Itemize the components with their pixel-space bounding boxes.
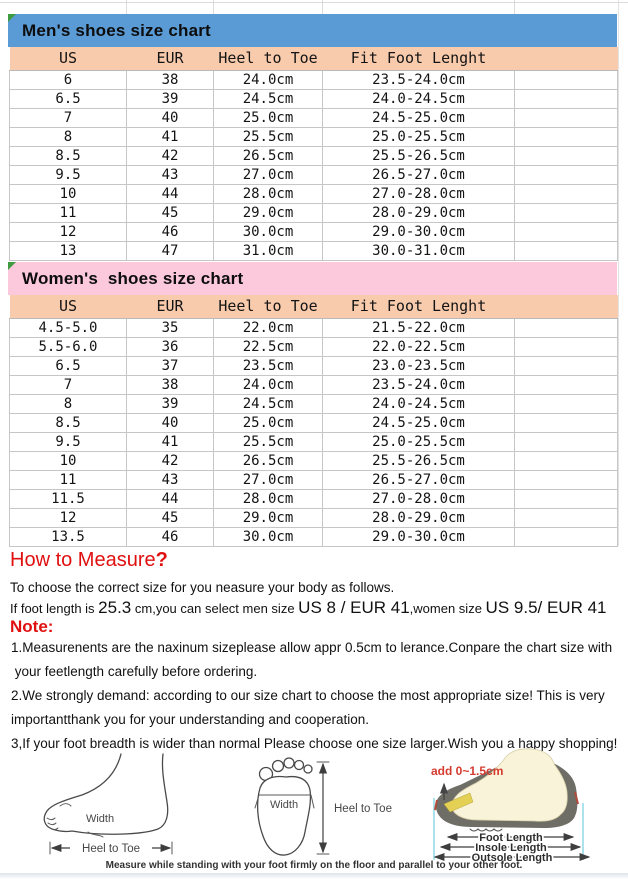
- table-row: [10, 242, 618, 261]
- note-label: Note:: [10, 617, 54, 636]
- size-text: cm,you can select men size: [131, 601, 299, 616]
- table-cell-empty: [515, 147, 618, 166]
- insole-length-label: Insole Length: [475, 842, 547, 854]
- table-cell: 25.5-26.5cm: [323, 452, 515, 471]
- column-header: US: [10, 47, 127, 71]
- table-row: [10, 490, 618, 509]
- table-cell: 24.5-25.0cm: [323, 414, 515, 433]
- table-cell: 26.5-27.0cm: [323, 471, 515, 490]
- size-value: US 8 / EUR 41: [298, 598, 410, 617]
- table-row: [10, 109, 618, 128]
- table-cell: 23.5-24.0cm: [323, 376, 515, 395]
- table-cell-empty: [515, 528, 618, 547]
- table-cell: 24.5cm: [214, 90, 323, 109]
- table-cell: 6: [10, 71, 127, 90]
- width-label: Width: [269, 799, 299, 811]
- table-cell: 30.0cm: [214, 223, 323, 242]
- table-cell: 27.0-28.0cm: [323, 185, 515, 204]
- table-row: [10, 338, 618, 357]
- grid-line: [213, 0, 214, 14]
- women-chart-title-bar: [8, 262, 617, 295]
- note-line-1: 1.Measurenents are the naxinum sizeplease allow appr 0.5cm to lerance.Conpare the chart size with: [11, 640, 613, 655]
- table-cell: 28.0cm: [214, 490, 323, 509]
- table-cell-empty: [515, 242, 618, 261]
- table-row: [10, 509, 618, 528]
- table-cell: 11: [10, 204, 127, 223]
- table-cell: 35: [127, 319, 214, 338]
- table-cell-empty: [515, 204, 618, 223]
- shoe-diagram: [431, 749, 589, 864]
- table-cell: 29.0-30.0cm: [323, 223, 515, 242]
- table-cell-empty: [515, 490, 618, 509]
- column-header: US: [10, 295, 127, 319]
- table-cell: 6.5: [10, 357, 127, 376]
- table-cell: 39: [127, 395, 214, 414]
- table-cell: 10: [10, 452, 127, 471]
- table-cell: 13.5: [10, 528, 127, 547]
- grid-line: [514, 0, 515, 14]
- table-cell: 28.0cm: [214, 185, 323, 204]
- table-row: [10, 185, 618, 204]
- measure-caption: Measure while standing with your foot firmly on the floor and parallel to your other foot.: [105, 860, 523, 871]
- size-text: ,women size: [409, 601, 486, 616]
- table-cell: 27.0cm: [214, 471, 323, 490]
- how-to-measure-heading: [10, 549, 168, 572]
- table-cell-empty: [515, 166, 618, 185]
- table-cell-empty: [515, 128, 618, 147]
- table-row: [10, 223, 618, 242]
- table-cell: 42: [127, 147, 214, 166]
- table-cell: 8.5: [10, 147, 127, 166]
- table-cell: 44: [127, 185, 214, 204]
- note-line-3: 3,If your foot breadth is wider than normal Please choose one size larger.Wish you a happy shopping!: [11, 736, 618, 751]
- table-cell: 5.5-6.0: [10, 338, 127, 357]
- add-range-label: add 0~1.5cm: [431, 764, 504, 778]
- green-corner-marker-icon: [8, 262, 16, 270]
- table-cell-empty: [515, 109, 618, 128]
- table-cell-empty: [515, 357, 618, 376]
- table-cell: 24.0cm: [214, 71, 323, 90]
- table-row: [10, 319, 618, 338]
- table-row: [10, 471, 618, 490]
- table-cell: 27.0cm: [214, 166, 323, 185]
- table-row: [10, 433, 618, 452]
- measure-intro-text: To choose the correct size for you neasure your body as follows.: [10, 580, 395, 595]
- table-cell: 24.5-25.0cm: [323, 109, 515, 128]
- note-line-1b: your feetlength carefully before ordering.: [11, 664, 258, 679]
- grid-line: [322, 0, 323, 14]
- table-row: [10, 71, 618, 90]
- bottom-strip: [0, 873, 628, 878]
- column-header: EUR: [127, 295, 214, 319]
- table-cell: 46: [127, 528, 214, 547]
- heel-to-toe-label: Heel to Toe: [334, 803, 392, 815]
- table-cell-empty: [515, 90, 618, 109]
- heel-to-toe-label: Heel to Toe: [82, 843, 140, 855]
- table-cell: 22.5cm: [214, 338, 323, 357]
- foot-top-diagram: [255, 758, 392, 855]
- table-cell: 43: [127, 166, 214, 185]
- table-cell: 22.0cm: [214, 319, 323, 338]
- table-cell: 25.0cm: [214, 109, 323, 128]
- table-cell-empty: [515, 395, 618, 414]
- table-cell: 25.5-26.5cm: [323, 147, 515, 166]
- table-cell: 26.5cm: [214, 452, 323, 471]
- table-cell: 10: [10, 185, 127, 204]
- table-cell-empty: [515, 376, 618, 395]
- table-cell-empty: [515, 185, 618, 204]
- women-size-table: [9, 295, 618, 547]
- table-cell-empty: [515, 471, 618, 490]
- table-cell: 23.5cm: [214, 357, 323, 376]
- note-line-2: 2.We strongly demand: according to our size chart to choose the most appropriate size! This is very: [11, 688, 605, 703]
- foot-side-diagram: [44, 754, 172, 855]
- table-cell: 12: [10, 509, 127, 528]
- heading-question-mark: ?: [155, 549, 168, 571]
- heading-text: How to Measure: [10, 549, 156, 571]
- table-row: [10, 128, 618, 147]
- column-header-empty: [515, 295, 618, 319]
- table-row: [10, 452, 618, 471]
- table-row: [10, 147, 618, 166]
- size-value: 25.3: [98, 598, 132, 617]
- table-row: [10, 357, 618, 376]
- table-cell: 42: [127, 452, 214, 471]
- men-chart-title-bar: [8, 14, 617, 47]
- table-cell: 9.5: [10, 433, 127, 452]
- outsole-length-label: Outsole Length: [471, 852, 553, 864]
- table-cell: 23.0-23.5cm: [323, 357, 515, 376]
- table-cell: 11: [10, 471, 127, 490]
- table-cell: 25.5cm: [214, 128, 323, 147]
- table-cell-empty: [515, 71, 618, 90]
- size-value: US 9.5/ EUR 41: [485, 598, 607, 617]
- note-line-2b: importantthank you for your understanding and cooperation.: [11, 712, 369, 727]
- column-header: Heel to Toe: [214, 295, 323, 319]
- grid-line: [618, 0, 619, 546]
- size-recommendation-text: [10, 598, 607, 618]
- table-cell: 24.0-24.5cm: [323, 90, 515, 109]
- table-cell: 38: [127, 71, 214, 90]
- green-corner-marker-icon: [8, 14, 16, 22]
- table-cell-empty: [515, 338, 618, 357]
- table-row: [10, 166, 618, 185]
- table-row: [10, 204, 618, 223]
- table-cell: 29.0cm: [214, 204, 323, 223]
- table-cell: 45: [127, 204, 214, 223]
- table-cell: 8: [10, 128, 127, 147]
- table-cell: 13: [10, 242, 127, 261]
- table-cell: 25.0-25.5cm: [323, 433, 515, 452]
- table-cell: 25.0cm: [214, 414, 323, 433]
- table-row: [10, 395, 618, 414]
- column-header-empty: [515, 47, 618, 71]
- table-cell: 22.0-22.5cm: [323, 338, 515, 357]
- table-cell: 26.5-27.0cm: [323, 166, 515, 185]
- width-label: Width: [85, 813, 115, 825]
- grid-line: [126, 0, 127, 14]
- table-cell-empty: [515, 223, 618, 242]
- table-cell-empty: [515, 414, 618, 433]
- table-cell: 28.0-29.0cm: [323, 204, 515, 223]
- size-text: If foot length is: [10, 601, 99, 616]
- table-cell: 38: [127, 376, 214, 395]
- table-cell: 8: [10, 395, 127, 414]
- foot-length-label: Foot Length: [479, 832, 543, 844]
- measurement-diagrams: [0, 748, 628, 866]
- header-row: [10, 295, 618, 319]
- table-cell: 25.5cm: [214, 433, 323, 452]
- table-cell: 9.5: [10, 166, 127, 185]
- table-cell: 27.0-28.0cm: [323, 490, 515, 509]
- column-header: Fit Foot Lenght: [323, 47, 515, 71]
- table-cell: 30.0-31.0cm: [323, 242, 515, 261]
- table-cell: 21.5-22.0cm: [323, 319, 515, 338]
- table-cell: 26.5cm: [214, 147, 323, 166]
- table-cell: 12: [10, 223, 127, 242]
- table-cell-empty: [515, 509, 618, 528]
- table-cell: 4.5-5.0: [10, 319, 127, 338]
- table-cell: 40: [127, 414, 214, 433]
- table-row: [10, 376, 618, 395]
- column-header: EUR: [127, 47, 214, 71]
- table-row: [10, 528, 618, 547]
- table-cell: 25.0-25.5cm: [323, 128, 515, 147]
- table-cell: 8.5: [10, 414, 127, 433]
- women-chart-title: Women's shoes size chart: [22, 268, 244, 288]
- table-cell-empty: [515, 319, 618, 338]
- table-cell: 36: [127, 338, 214, 357]
- table-cell: 37: [127, 357, 214, 376]
- table-cell: 40: [127, 109, 214, 128]
- table-cell: 45: [127, 509, 214, 528]
- table-cell-empty: [515, 433, 618, 452]
- table-cell: 44: [127, 490, 214, 509]
- men-chart-title: Men's shoes size chart: [22, 20, 211, 40]
- table-cell: 7: [10, 109, 127, 128]
- table-cell: 39: [127, 90, 214, 109]
- table-cell: 6.5: [10, 90, 127, 109]
- column-header: Heel to Toe: [214, 47, 323, 71]
- table-cell-empty: [515, 452, 618, 471]
- table-cell: 31.0cm: [214, 242, 323, 261]
- column-header: Fit Foot Lenght: [323, 295, 515, 319]
- table-cell: 41: [127, 433, 214, 452]
- table-cell: 29.0cm: [214, 509, 323, 528]
- men-size-table: [9, 47, 618, 261]
- table-cell: 41: [127, 128, 214, 147]
- table-row: [10, 414, 618, 433]
- table-cell: 28.0-29.0cm: [323, 509, 515, 528]
- table-cell: 47: [127, 242, 214, 261]
- table-cell: 23.5-24.0cm: [323, 71, 515, 90]
- table-cell: 29.0-30.0cm: [323, 528, 515, 547]
- table-cell: 24.5cm: [214, 395, 323, 414]
- table-cell: 24.0-24.5cm: [323, 395, 515, 414]
- table-cell: 43: [127, 471, 214, 490]
- table-cell: 46: [127, 223, 214, 242]
- grid-line: [0, 2, 628, 3]
- table-cell: 11.5: [10, 490, 127, 509]
- header-row: [10, 47, 618, 71]
- table-row: [10, 90, 618, 109]
- table-cell: 7: [10, 376, 127, 395]
- table-cell: 30.0cm: [214, 528, 323, 547]
- table-cell: 24.0cm: [214, 376, 323, 395]
